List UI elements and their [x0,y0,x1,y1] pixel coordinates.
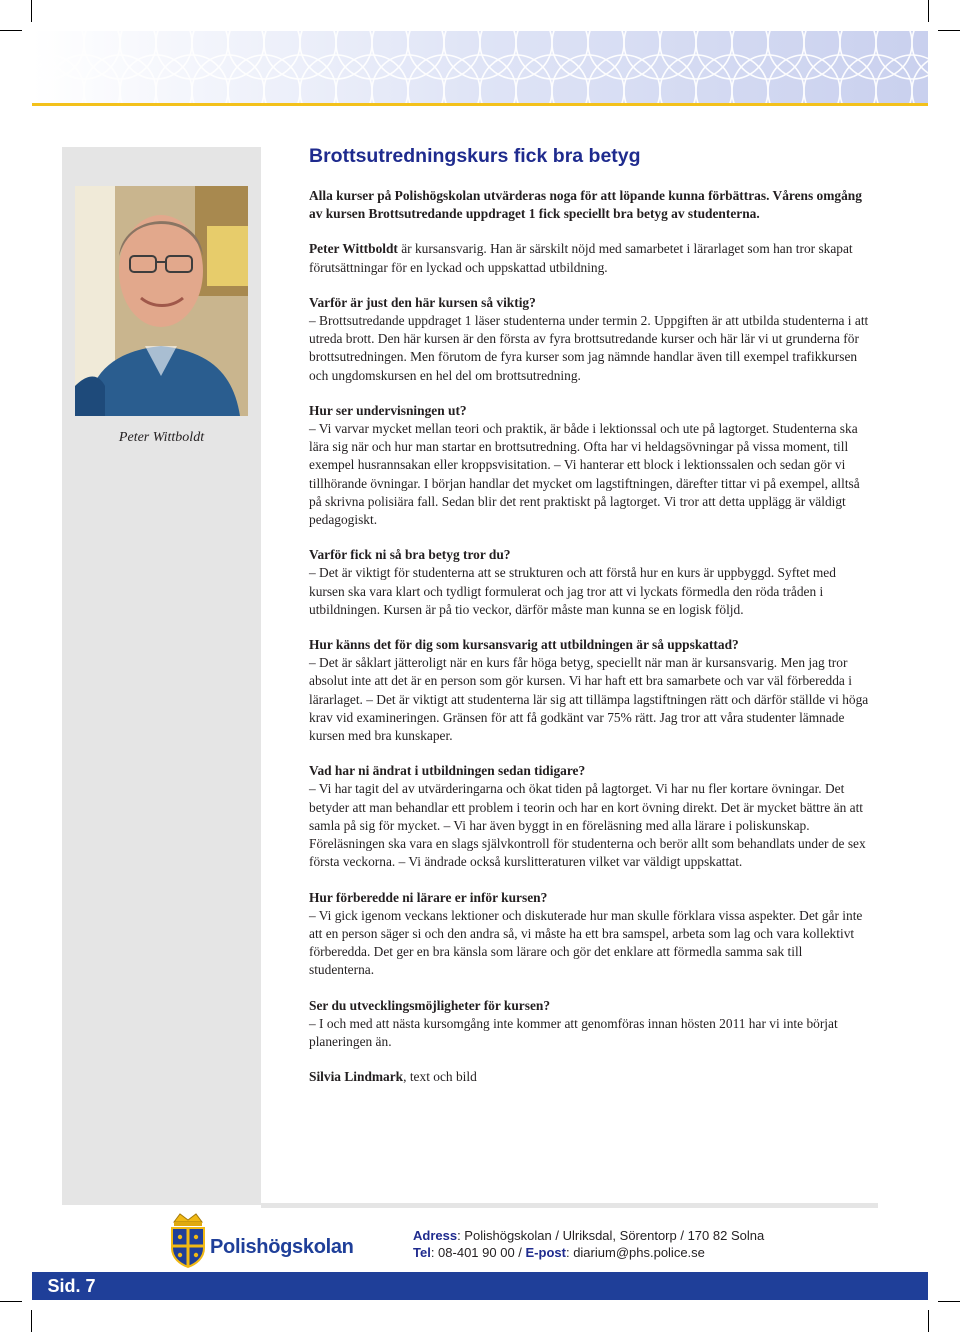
qa-item [309,546,869,619]
photo-caption: Peter Wittboldt [118,430,205,445]
crop-mark [31,1310,32,1332]
tel-label: Tel [413,1245,431,1260]
answer: – Det är såklart jätteroligt när en kurs får höga betyg, speciellt när man är kursansvarig. Men jag tror absolut inte att det är en person som gör kursen. Vi har haft ett bra samarbete och var väl förberedda i lärarlaget. – Det är viktigt att studenterna lär sig att tillämpa lagstiftningen rätt och därför ställde vi höga krav vid examineringen. Gränsen för att få godkänt var 75% rätt. Jag tror att våra studenter lämnade kursen med bra kunskaper. [309,655,869,744]
qa-item [309,889,869,980]
crop-mark [928,1310,929,1332]
answer: – I och med att nästa kursomgång inte kommer att genomföras innan hösten 2011 har vi inte börjat planeringen än. [309,1015,838,1049]
article-lede: Alla kurser på Polishögskolan utvärderas noga för att löpande kunna förbättras. Vårens omgång av kursen Brottsutredande uppdraget 1 fick speciellt bra betyg av studenterna. [309,188,862,222]
qa-item [309,762,869,871]
answer: – Det är viktigt för studenterna att se strukturen och att förstå hur en kurs är uppbyggd. Syftet med kursen ska vara klart och tydligt formulerat och jag tror att vi lyckats förmedla den röda tråden i utbildningen. Kursen är på tio veckor, därför måste man kunna se en logisk följd. [309,565,836,617]
intro-name: Peter Wittboldt [309,241,398,257]
qa-list [309,294,869,1051]
address-value: : Polishögskolan / Ulriksdal, Sörentorp / 170 82 Solna [457,1228,765,1243]
logo-wordmark: Polishögskolan [210,1236,354,1258]
article-title: Brottsutredningskurs fick bra betyg [309,145,641,167]
qa-item [309,294,869,385]
question: Varför är just den här kursen så viktig? [309,294,536,310]
crop-mark [938,30,960,31]
question: Hur ser undervisningen ut? [309,402,467,418]
question: Ser du utvecklingsmöjligheter för kursen? [309,997,551,1013]
email-label: E-post [525,1245,566,1260]
tel-value: : 08-401 90 00 / [430,1245,526,1260]
address-line [413,1227,764,1244]
question: Vad har ni ändrat i utbildningen sedan tidigare? [309,763,586,779]
qa-item [309,402,869,529]
portrait-photo [75,186,248,416]
crop-mark [928,0,929,22]
crop-mark [0,1301,22,1302]
question: Varför fick ni så bra betyg tror du? [309,547,511,563]
footer-address [413,1227,764,1261]
article [309,144,869,1103]
header-banner [32,31,928,103]
crop-mark [0,30,22,31]
banner-accent-line [32,103,928,106]
page-footer-bar [32,1272,928,1300]
intro-paragraph [309,240,869,276]
crest-icon [166,1210,210,1270]
answer: – Vi varvar mycket mellan teori och praktik, är både i lektionssal och ute på lagtorget. Studenterna ska lära sig när och hur man startar en brottsutredning. Ofta har vi heldagsövningar på vissa moment, till exempel husrannsakan eller kroppsvisitation. – Vi hanterar ett block i lektionssalen och sedan gör vi tillhörande övningar. I början handlar det mycket om lagstiftningen, därefter tittar vi på exempel, alltså på skrivna polisiära fall. Sedan blir det rent praktiskt på lagtorget. Vi tror att detta upplägg är väldigt pedagogiskt. [309,421,860,528]
byline-name: Silvia Lindmark [309,1069,404,1085]
crop-mark [938,1301,960,1302]
crop-mark [31,0,32,22]
answer: – Vi gick igenom veckans lektioner och diskuterade hur man skulle förklara vissa aspekter. Det går inte att en person säger si och den andra så, vi måste ha ett bra samspel, arbeta som lag och vara kollektivt förberedda. Det ger en bra känsla som lärare och gör det enklare att förmedla samma sak till studenterna. [309,907,863,978]
page-number: Sid. 7 [32,1272,111,1300]
qa-item [309,636,869,745]
email-value: : diarium@phs.police.se [565,1245,705,1260]
content-divider [261,1203,878,1208]
address-label: Adress [413,1228,458,1243]
question: Hur känns det för dig som kursansvarig att utbildningen är så uppskattad? [309,637,739,653]
qa-item [309,997,869,1052]
answer: – Brottsutredande uppdraget 1 läser studenterna under termin 2. Uppgiften är att utbilda studenterna i att utreda brott. Den här kursen är den första av fyra brottsutredande kurser och här lär vi ut grunderna för brottsutredningen. Men förutom de fyra kurser som jag nämnde handlar även till exempel trafikkursen och ungdomskursen en hel del om brottsutredning. [309,313,869,383]
byline [309,1068,869,1086]
byline-role: , text och bild [403,1069,477,1085]
contact-line [413,1244,764,1261]
question: Hur förberedde ni lärare er inför kursen? [309,889,548,905]
answer: – Vi har tagit del av utvärderingarna och ökat tiden på lagtorget. Vi har nu fler kortare övningar. Det betyder att man behandlar ett problem i teorin och har en kort övning direkt. Det är mycket bättre än att samla på sig för mycket. – Vi har även byggt in en föreläsning med alla lärare i poliskunskap. Föreläsningen ska vara en slags självkontroll för studenterna och berör allt som behandlats under de sex första veckorna. – Vi ändrade också kurslitteraturen vilket var väldigt uppskattat. [309,781,866,870]
intro-text: är kursansvarig. Han är särskilt nöjd med samarbetet i lärarlaget som han tror skapat förutsättningar för en lyckad och uppskattad utbildning. [309,241,853,275]
